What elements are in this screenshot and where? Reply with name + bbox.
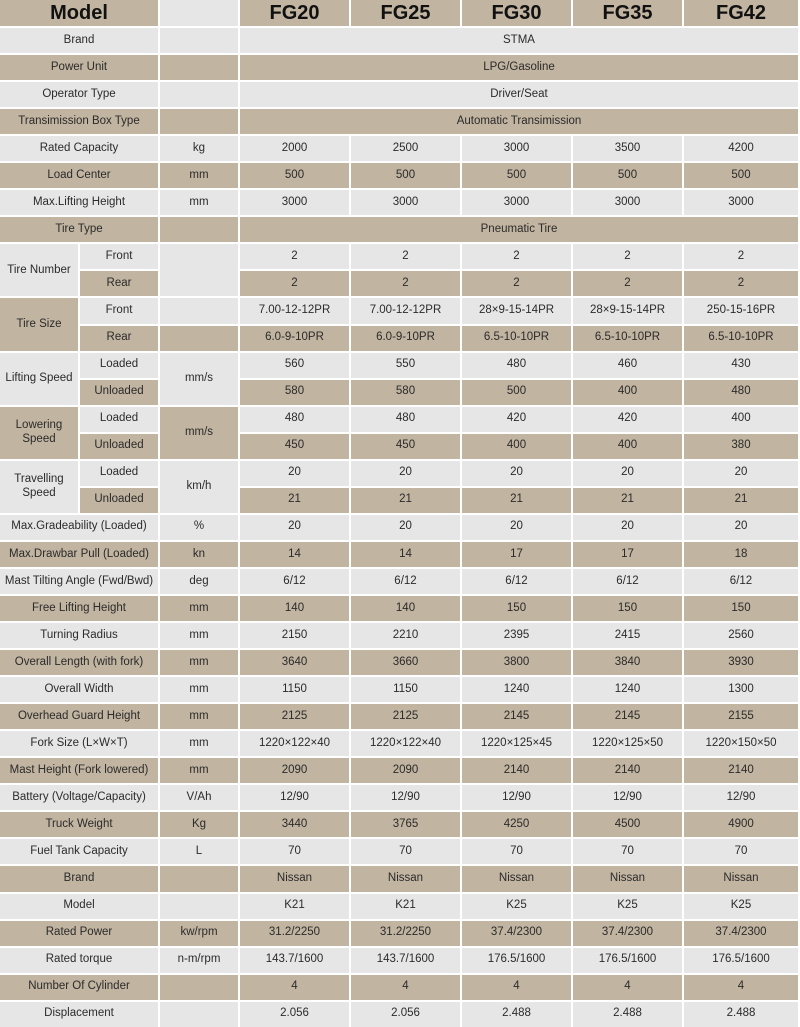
value-cell: 12/90 (573, 785, 682, 810)
value-cell: 143.7/1600 (240, 948, 349, 973)
value-cell: 2 (462, 244, 571, 269)
unit-cell: Kg (160, 812, 238, 837)
value-cell: 20 (684, 515, 798, 540)
unit-cell: mm (160, 650, 238, 675)
value-cell: 1150 (351, 677, 460, 702)
value-cell: 2560 (684, 623, 798, 648)
unit-cell (160, 217, 238, 242)
value-cell: 3000 (684, 190, 798, 215)
value-cell: 2 (351, 244, 460, 269)
value-cell: 20 (240, 515, 349, 540)
value-cell: 70 (684, 839, 798, 864)
value-cell: 20 (240, 461, 349, 486)
value-cell: 3500 (573, 136, 682, 161)
value-cell: 2.488 (462, 1002, 571, 1027)
unit-cell: mm (160, 677, 238, 702)
row-label: Load Center (0, 163, 158, 188)
value-cell: 12/90 (462, 785, 571, 810)
value-cell: 580 (351, 380, 460, 405)
value-cell: 37.4/2300 (573, 921, 682, 946)
row-label: Fuel Tank Capacity (0, 839, 158, 864)
value-cell: 20 (684, 461, 798, 486)
unit-cell (160, 82, 238, 107)
row-label: Battery (Voltage/Capacity) (0, 785, 158, 810)
value-cell: 380 (684, 434, 798, 459)
value-cell: 3000 (240, 190, 349, 215)
value-cell: 1240 (462, 677, 571, 702)
value-cell: 1150 (240, 677, 349, 702)
value-cell: 3000 (462, 136, 571, 161)
value-cell: 6.0-9-10PR (351, 326, 460, 351)
value-cell: 500 (573, 163, 682, 188)
value-cell: Nissan (573, 866, 682, 891)
value-cell: 6.5-10-10PR (462, 326, 571, 351)
value-cell: 18 (684, 542, 798, 567)
sub-label: Loaded (80, 407, 158, 432)
value-cell: K25 (684, 894, 798, 919)
value-cell: 20 (351, 515, 460, 540)
value-cell: 1220×122×40 (240, 731, 349, 756)
sub-label: Front (80, 244, 158, 269)
value-cell: K25 (462, 894, 571, 919)
value-cell: 21 (240, 488, 349, 513)
sub-label: Loaded (80, 461, 158, 486)
value-cell: 3765 (351, 812, 460, 837)
row-label: Overall Width (0, 677, 158, 702)
group-label: Travelling Speed (0, 461, 78, 513)
value-cell: 2140 (573, 758, 682, 783)
value-cell: 6/12 (351, 569, 460, 594)
row-label: Rated torque (0, 948, 158, 973)
row-label: Mast Tilting Angle (Fwd/Bwd) (0, 569, 158, 594)
row-label: Brand (0, 866, 158, 891)
value-cell: 1240 (573, 677, 682, 702)
unit-cell: kw/rpm (160, 921, 238, 946)
unit-cell: mm (160, 731, 238, 756)
value-cell: 20 (573, 461, 682, 486)
unit-cell (160, 28, 238, 53)
span-value: Driver/Seat (240, 82, 798, 107)
value-cell: 2000 (240, 136, 349, 161)
value-cell: 3800 (462, 650, 571, 675)
value-cell: 21 (684, 488, 798, 513)
value-cell: 420 (573, 407, 682, 432)
value-cell: 7.00-12-12PR (240, 298, 349, 323)
value-cell: 3840 (573, 650, 682, 675)
row-label: Fork Size (L×W×T) (0, 731, 158, 756)
value-cell: 31.2/2250 (240, 921, 349, 946)
value-cell: 3640 (240, 650, 349, 675)
value-cell: 1220×125×50 (573, 731, 682, 756)
value-cell: 70 (573, 839, 682, 864)
value-cell: 12/90 (684, 785, 798, 810)
value-cell: 500 (240, 163, 349, 188)
value-cell: Nissan (351, 866, 460, 891)
value-cell: K21 (351, 894, 460, 919)
unit-cell: mm (160, 704, 238, 729)
value-cell: 4 (351, 975, 460, 1000)
value-cell: 400 (573, 380, 682, 405)
unit-cell: mm/s (160, 353, 238, 405)
value-cell: 70 (240, 839, 349, 864)
row-label: Free Lifting Height (0, 596, 158, 621)
unit-cell (160, 326, 238, 351)
value-cell: 14 (351, 542, 460, 567)
value-cell: 2 (573, 244, 682, 269)
value-cell: 20 (573, 515, 682, 540)
value-cell: 3000 (573, 190, 682, 215)
header-model-fg42: FG42 (684, 0, 798, 26)
value-cell: 2210 (351, 623, 460, 648)
value-cell: K25 (573, 894, 682, 919)
row-label: Max.Lifting Height (0, 190, 158, 215)
value-cell: 4 (573, 975, 682, 1000)
value-cell: 1220×150×50 (684, 731, 798, 756)
row-label: Max.Gradeability (Loaded) (0, 515, 158, 540)
value-cell: 2 (684, 244, 798, 269)
value-cell: 460 (573, 353, 682, 378)
unit-cell: mm (160, 163, 238, 188)
value-cell: 20 (351, 461, 460, 486)
value-cell: 6/12 (573, 569, 682, 594)
header-model-fg35: FG35 (573, 0, 682, 26)
unit-cell: mm (160, 758, 238, 783)
header-model-fg25: FG25 (351, 0, 460, 26)
value-cell: 1220×122×40 (351, 731, 460, 756)
sub-label: Rear (80, 271, 158, 296)
value-cell: 4 (462, 975, 571, 1000)
value-cell: 480 (351, 407, 460, 432)
value-cell: 2415 (573, 623, 682, 648)
unit-cell: L (160, 839, 238, 864)
value-cell: 6.5-10-10PR (684, 326, 798, 351)
unit-cell: n-m/rpm (160, 948, 238, 973)
value-cell: Nissan (240, 866, 349, 891)
unit-cell: mm (160, 623, 238, 648)
value-cell: 70 (351, 839, 460, 864)
sub-label: Unloaded (80, 434, 158, 459)
value-cell: 400 (462, 434, 571, 459)
value-cell: 2150 (240, 623, 349, 648)
span-value: STMA (240, 28, 798, 53)
value-cell: 20 (462, 515, 571, 540)
value-cell: 21 (351, 488, 460, 513)
unit-cell: deg (160, 569, 238, 594)
unit-cell (160, 244, 238, 296)
value-cell: 2125 (351, 704, 460, 729)
value-cell: 6.0-9-10PR (240, 326, 349, 351)
unit-cell: km/h (160, 461, 238, 513)
value-cell: 250-15-16PR (684, 298, 798, 323)
unit-cell: V/Ah (160, 785, 238, 810)
value-cell: 2140 (462, 758, 571, 783)
value-cell: 6/12 (684, 569, 798, 594)
value-cell: Nissan (462, 866, 571, 891)
value-cell: 150 (462, 596, 571, 621)
row-label: Operator Type (0, 82, 158, 107)
row-label: Tire Type (0, 217, 158, 242)
value-cell: 70 (462, 839, 571, 864)
value-cell: 2.488 (684, 1002, 798, 1027)
unit-cell: kg (160, 136, 238, 161)
value-cell: 6.5-10-10PR (573, 326, 682, 351)
value-cell: 2155 (684, 704, 798, 729)
row-label: Overhead Guard Height (0, 704, 158, 729)
value-cell: 7.00-12-12PR (351, 298, 460, 323)
unit-cell: mm (160, 190, 238, 215)
value-cell: 6/12 (462, 569, 571, 594)
value-cell: 3660 (351, 650, 460, 675)
span-value: Pneumatic Tire (240, 217, 798, 242)
unit-cell (160, 55, 238, 80)
header-model-fg30: FG30 (462, 0, 571, 26)
sub-label: Rear (80, 326, 158, 351)
value-cell: 1220×125×45 (462, 731, 571, 756)
header-unit-cell (160, 0, 238, 26)
value-cell: 580 (240, 380, 349, 405)
value-cell: 21 (573, 488, 682, 513)
value-cell: 2.056 (240, 1002, 349, 1027)
value-cell: 150 (573, 596, 682, 621)
value-cell: 4 (684, 975, 798, 1000)
value-cell: 2090 (240, 758, 349, 783)
row-label: Overall Length (with fork) (0, 650, 158, 675)
value-cell: 28×9-15-14PR (573, 298, 682, 323)
unit-cell (160, 975, 238, 1000)
unit-cell: mm (160, 596, 238, 621)
value-cell: 37.4/2300 (462, 921, 571, 946)
sub-label: Unloaded (80, 380, 158, 405)
value-cell: 4 (240, 975, 349, 1000)
group-label: Tire Size (0, 298, 78, 350)
value-cell: 550 (351, 353, 460, 378)
value-cell: 420 (462, 407, 571, 432)
value-cell: 21 (462, 488, 571, 513)
sub-label: Loaded (80, 353, 158, 378)
value-cell: 17 (462, 542, 571, 567)
value-cell: 450 (351, 434, 460, 459)
value-cell: 150 (684, 596, 798, 621)
value-cell: 480 (684, 380, 798, 405)
row-label: Displacement (0, 1002, 158, 1027)
value-cell: 3000 (462, 190, 571, 215)
value-cell: 28×9-15-14PR (462, 298, 571, 323)
span-value: Automatic Transimission (240, 109, 798, 134)
group-label: Tire Number (0, 244, 78, 296)
value-cell: 176.5/1600 (684, 948, 798, 973)
value-cell: 2 (240, 244, 349, 269)
value-cell: 500 (462, 380, 571, 405)
value-cell: 2 (240, 271, 349, 296)
value-cell: 400 (684, 407, 798, 432)
value-cell: 4200 (684, 136, 798, 161)
unit-cell: kn (160, 542, 238, 567)
value-cell: 500 (351, 163, 460, 188)
value-cell: 17 (573, 542, 682, 567)
value-cell: 2 (684, 271, 798, 296)
row-label: Rated Power (0, 921, 158, 946)
value-cell: 430 (684, 353, 798, 378)
value-cell: 4900 (684, 812, 798, 837)
value-cell: 31.2/2250 (351, 921, 460, 946)
row-label: Power Unit (0, 55, 158, 80)
unit-cell: % (160, 515, 238, 540)
header-model-label: Model (0, 0, 158, 26)
value-cell: 2125 (240, 704, 349, 729)
row-label: Truck Weight (0, 812, 158, 837)
header-model-fg20: FG20 (240, 0, 349, 26)
value-cell: 143.7/1600 (351, 948, 460, 973)
unit-cell: mm/s (160, 407, 238, 459)
value-cell: 2 (462, 271, 571, 296)
row-label: Transimission Box Type (0, 109, 158, 134)
value-cell: 37.4/2300 (684, 921, 798, 946)
value-cell: 500 (462, 163, 571, 188)
value-cell: 140 (351, 596, 460, 621)
unit-cell (160, 894, 238, 919)
value-cell: 500 (684, 163, 798, 188)
value-cell: K21 (240, 894, 349, 919)
sub-label: Front (80, 298, 158, 323)
unit-cell (160, 109, 238, 134)
row-label: Turning Radius (0, 623, 158, 648)
value-cell: 2.488 (573, 1002, 682, 1027)
unit-cell (160, 298, 238, 323)
value-cell: 176.5/1600 (573, 948, 682, 973)
value-cell: 12/90 (351, 785, 460, 810)
value-cell: 6/12 (240, 569, 349, 594)
row-label: Mast Height (Fork lowered) (0, 758, 158, 783)
value-cell: 2.056 (351, 1002, 460, 1027)
row-label: Number Of Cylinder (0, 975, 158, 1000)
value-cell: Nissan (684, 866, 798, 891)
value-cell: 2 (351, 271, 460, 296)
value-cell: 2140 (684, 758, 798, 783)
value-cell: 2145 (573, 704, 682, 729)
value-cell: 2145 (462, 704, 571, 729)
value-cell: 3930 (684, 650, 798, 675)
group-label: Lifting Speed (0, 353, 78, 405)
value-cell: 2395 (462, 623, 571, 648)
value-cell: 480 (240, 407, 349, 432)
unit-cell (160, 1002, 238, 1027)
value-cell: 2090 (351, 758, 460, 783)
value-cell: 3000 (351, 190, 460, 215)
value-cell: 176.5/1600 (462, 948, 571, 973)
row-label: Rated Capacity (0, 136, 158, 161)
span-value: LPG/Gasoline (240, 55, 798, 80)
value-cell: 450 (240, 434, 349, 459)
value-cell: 3440 (240, 812, 349, 837)
sub-label: Unloaded (80, 488, 158, 513)
group-label: Lowering Speed (0, 407, 78, 459)
value-cell: 480 (462, 353, 571, 378)
value-cell: 14 (240, 542, 349, 567)
unit-cell (160, 866, 238, 891)
value-cell: 400 (573, 434, 682, 459)
value-cell: 4500 (573, 812, 682, 837)
value-cell: 12/90 (240, 785, 349, 810)
row-label: Max.Drawbar Pull (Loaded) (0, 542, 158, 567)
value-cell: 4250 (462, 812, 571, 837)
value-cell: 140 (240, 596, 349, 621)
value-cell: 20 (462, 461, 571, 486)
value-cell: 560 (240, 353, 349, 378)
value-cell: 2500 (351, 136, 460, 161)
value-cell: 1300 (684, 677, 798, 702)
row-label: Model (0, 894, 158, 919)
row-label: Brand (0, 28, 158, 53)
value-cell: 2 (573, 271, 682, 296)
